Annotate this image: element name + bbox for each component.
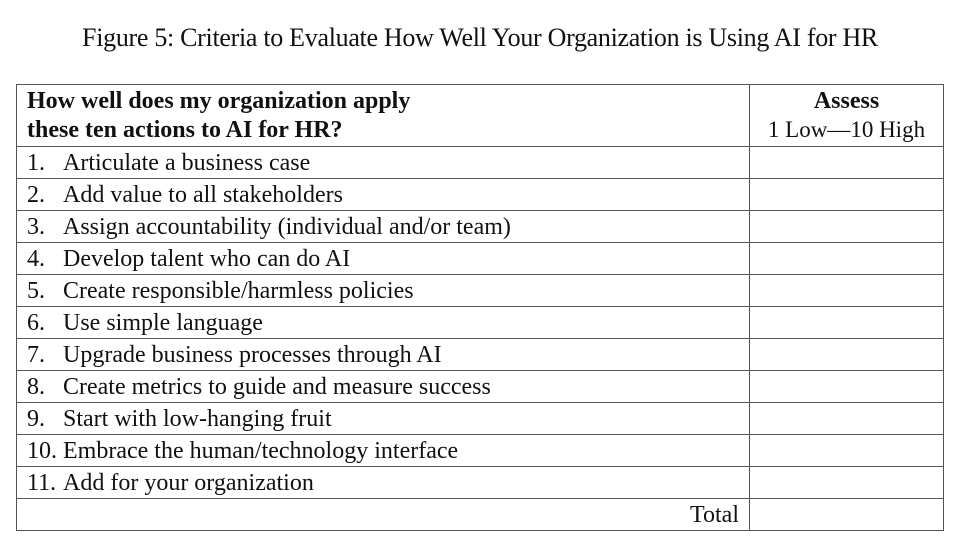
action-number: 4. — [27, 245, 45, 272]
table-row — [17, 243, 944, 275]
assess-score-cell[interactable] — [750, 467, 944, 499]
action-number: 2. — [27, 181, 45, 208]
action-cell — [17, 403, 750, 435]
action-cell — [17, 371, 750, 403]
action-number: 6. — [27, 309, 45, 336]
total-row — [17, 499, 944, 531]
table-row — [17, 371, 944, 403]
table-row — [17, 467, 944, 499]
table-row — [17, 339, 944, 371]
criteria-table — [16, 84, 944, 531]
table-row — [17, 211, 944, 243]
assess-score-cell[interactable] — [750, 211, 944, 243]
total-value-cell[interactable] — [750, 499, 944, 531]
action-label: Assign accountability (individual and/or team) — [63, 213, 511, 240]
assess-score-cell[interactable] — [750, 403, 944, 435]
action-cell — [17, 275, 750, 307]
action-label: Add for your organization — [63, 469, 314, 496]
assess-score-cell[interactable] — [750, 307, 944, 339]
table-row — [17, 403, 944, 435]
action-number: 8. — [27, 373, 45, 400]
action-cell — [17, 147, 750, 179]
action-number: 3. — [27, 213, 45, 240]
action-number: 10. — [27, 437, 57, 464]
action-cell — [17, 307, 750, 339]
assess-score-cell[interactable] — [750, 275, 944, 307]
question-header-line-1: How well does my organization apply — [27, 87, 411, 114]
action-cell — [17, 179, 750, 211]
action-cell — [17, 211, 750, 243]
action-cell — [17, 467, 750, 499]
assess-header — [750, 85, 944, 147]
assess-title: Assess — [813, 87, 880, 114]
action-number: 5. — [27, 277, 45, 304]
action-number: 9. — [27, 405, 45, 432]
action-cell — [17, 339, 750, 371]
table-row — [17, 435, 944, 467]
assess-scale: 1 Low—10 High — [767, 116, 926, 142]
action-label: Articulate a business case — [63, 149, 311, 176]
assess-score-cell[interactable] — [750, 147, 944, 179]
action-label: Upgrade business processes through AI — [63, 341, 442, 368]
action-label: Add value to all stakeholders — [63, 181, 343, 208]
action-cell — [17, 435, 750, 467]
action-label: Create responsible/harmless policies — [63, 277, 414, 304]
assess-score-cell[interactable] — [750, 243, 944, 275]
total-label: Total — [17, 499, 750, 531]
assess-score-cell[interactable] — [750, 371, 944, 403]
action-number: 1. — [27, 149, 45, 176]
table-row — [17, 147, 944, 179]
action-number: 7. — [27, 341, 45, 368]
action-label: Develop talent who can do AI — [63, 245, 351, 272]
assess-score-cell[interactable] — [750, 435, 944, 467]
action-label: Start with low-hanging fruit — [63, 405, 332, 432]
criteria-items — [17, 147, 944, 499]
table-row — [17, 307, 944, 339]
table-header-row — [17, 85, 944, 147]
table-row — [17, 275, 944, 307]
assess-score-cell[interactable] — [750, 179, 944, 211]
question-header-line-2: these ten actions to AI for HR? — [27, 116, 343, 143]
action-label: Create metrics to guide and measure success — [63, 373, 491, 400]
figure-caption: Figure 5: Criteria to Evaluate How Well Your Organization is Using AI for HR — [82, 23, 878, 52]
table-row — [17, 179, 944, 211]
action-label: Use simple language — [63, 309, 263, 336]
question-header — [17, 85, 750, 147]
action-cell — [17, 243, 750, 275]
action-number: 11. — [27, 469, 57, 496]
action-label: Embrace the human/technology interface — [63, 437, 459, 464]
assess-score-cell[interactable] — [750, 339, 944, 371]
